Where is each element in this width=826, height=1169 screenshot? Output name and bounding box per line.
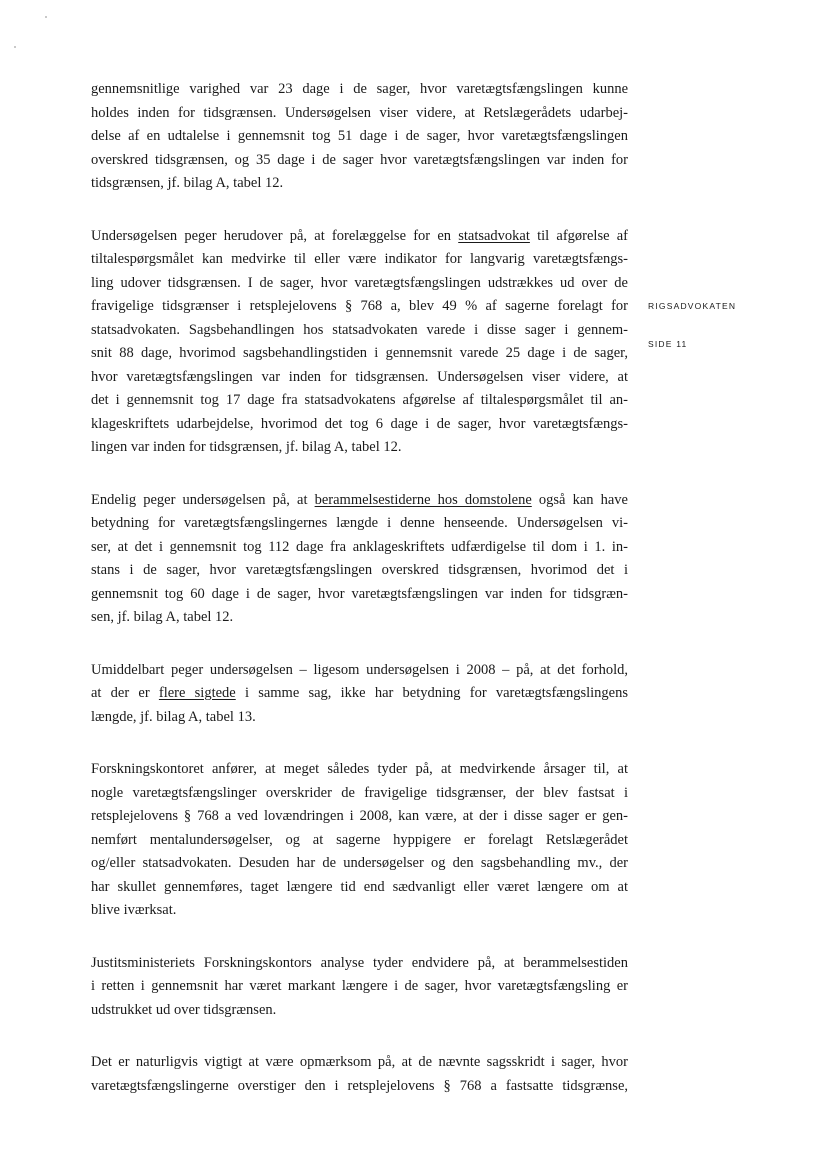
paragraph (91, 225, 628, 460)
text-line: tidsgrænsen, jf. bilag A, tabel 12. (91, 175, 284, 191)
text-line: gennemsnit tog 60 dage i de sager, hvor varetægtsfængslingen var inden for tidsgræn- (91, 585, 628, 602)
text-line: betydning for varetægtsfængslingernes længde i denne henseende. Undersøgelsen vi- (91, 515, 628, 531)
underlined-term: statsadvokat (458, 227, 530, 244)
text-line: ser, at det i gennemsnit tog 112 dage fra anklageskriftets udfærdigelse til dom i 1. in- (91, 538, 628, 555)
paragraph (91, 78, 628, 196)
text-segment: Undersøgelsen peger herudover på, at forelæggelse for en (91, 227, 459, 244)
text-line: stans i de sager, hvor varetægtsfængslingen overskred tidsgrænsen, hvorimod det i (91, 562, 628, 578)
paragraph (91, 1051, 628, 1098)
paragraph (91, 659, 628, 730)
text-segment: at der er (91, 685, 159, 701)
text-line: lingen var inden for tidsgrænsen, jf. bilag A, tabel 12. (91, 439, 402, 455)
text-line: Forskningskontoret anfører, at meget således tyder på, at medvirkende årsager til, at (91, 761, 628, 777)
text-line: delse af en udtalelse i gennemsnit tog 51 dage i de sager, hvor varetægtsfængslingen (91, 128, 628, 144)
text-segment: også kan have (531, 491, 628, 508)
scan-speck (14, 46, 16, 48)
text-line: nogle varetægtsfængslinger overskrider de fravigelige tidsgrænser, der blev fastsat i (91, 784, 628, 801)
text-line: statsadvokaten. Sagsbehandlingen hos statsadvokaten varede i disse sager i gennem- (91, 321, 628, 338)
margin-organization-label: RIGSADVOKATEN (648, 301, 737, 311)
text-line: længde, jf. bilag A, tabel 13. (91, 708, 256, 725)
text-line: tiltalespørgsmålet kan medvirke til eller være indikator for langvarig varetægtsfængs- (91, 251, 628, 267)
text-line: i retten i gennemsnit har været markant længere i de sager, hvor varetægtsfængsling er (91, 978, 628, 994)
text-segment: Endelig peger undersøgelsen på, at (91, 491, 315, 508)
margin-page-number: SIDE 11 (648, 339, 688, 349)
text-line: holdes inden for tidsgrænsen. Undersøgelsen viser videre, at Retslægerådets udarbej- (91, 104, 628, 121)
text-line (91, 489, 628, 513)
text-line: klageskriftets udarbejdelse, hvorimod det tog 6 dage i de sager, hvor varetægtsfængs- (91, 415, 628, 432)
text-line: gennemsnitlige varighed var 23 dage i de sager, hvor varetægtsfængslingen kunne (91, 81, 628, 97)
text-line: blive iværksat. (91, 902, 177, 918)
text-line (91, 682, 628, 706)
text-line: nemført mentalundersøgelser, og at sagerne hyppigere er forelagt Retslægerådet (91, 831, 628, 848)
text-line: har skullet gennemføres, taget længere tid end sædvanligt eller været længere om at (91, 878, 628, 895)
text-line: Justitsministeriets Forskningskontors analyse tyder endvidere på, at berammelsestiden (91, 954, 628, 971)
text-line: sen, jf. bilag A, tabel 12. (91, 609, 234, 625)
text-line: Umiddelbart peger undersøgelsen – ligesom undersøgelsen i 2008 – på, at det forhold, (91, 661, 628, 678)
text-line (91, 225, 628, 249)
text-line: fravigelige tidsgrænser i retsplejelovens § 768 a, blev 49 % af sagerne forelagt for (91, 298, 628, 314)
underlined-term: flere sigtede (158, 685, 236, 701)
text-line: ling udover tidsgrænsen. I de sager, hvor varetægtsfængslingen udstrækkes ud over de (91, 274, 628, 291)
text-line: overskred tidsgrænsen, og 35 dage i de sager hvor varetægtsfængslingen var inden for (91, 151, 628, 168)
text-line: hvor varetægtsfængslingen var inden for tidsgrænsen. Undersøgelsen viser videre, at (91, 368, 628, 385)
text-line: snit 88 dage, hvorimod sagsbehandlingstiden i gennemsnit varede 25 dage i de sager, (91, 345, 628, 361)
text-segment: i samme sag, ikke har betydning for varetægtsfængslingens (235, 685, 628, 701)
paragraph (91, 489, 628, 630)
text-line: varetægtsfængslingerne overstiger den i retsplejelovens § 768 a fastsatte tidsgrænse, (91, 1077, 628, 1094)
paragraph (91, 758, 628, 923)
scan-speck (45, 16, 47, 18)
text-line: og/eller statsadvokaten. Desuden har de undersøgelser og den sagsbehandling mv., der (91, 855, 628, 871)
underlined-term: berammelsestiderne hos domstolene (314, 491, 532, 508)
text-line: retsplejelovens § 768 a ved lovændringen i 2008, kan være, at der i disse sager er gen- (91, 808, 628, 824)
text-line: det i gennemsnit tog 17 dage fra statsadvokatens afgørelse af tiltalespørgsmålet til an- (91, 392, 628, 408)
document-body (91, 78, 628, 1127)
paragraph (91, 952, 628, 1023)
text-segment: til afgørelse af (529, 227, 628, 244)
text-line: udstrukket ud over tidsgrænsen. (91, 1001, 277, 1018)
text-line: Det er naturligvis vigtigt at være opmærksom på, at de nævnte sagsskridt i sager, hvor (91, 1054, 628, 1070)
